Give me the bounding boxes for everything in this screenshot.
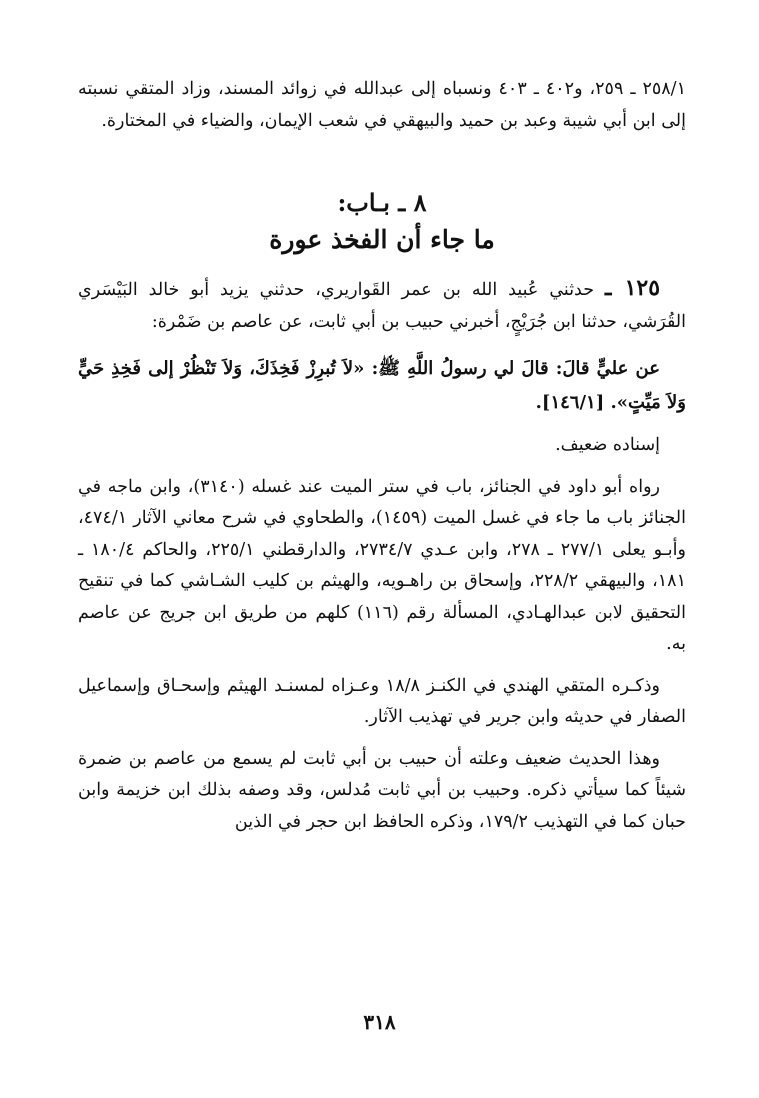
hadith-matn: «لاَ تُبرِزْ فَخِذَكَ، وَلاَ تَنْظُرْ إلى فَخِذِ حَيٍّ وَلاَ مَيِّتٍ». — [78, 358, 686, 413]
commentary-paragraph-3: وهذا الحديث ضعيف وعلته أن حبيب بن أبي ثابت لم يسمع من عاصم بن ضمرة شيئاً كما سيأتي ذكره. وحبيب بن أبي ثابت مُدلس، وقد وصفه بذلك ابن خزيمة وابن حبان كما في التهذيب ١٧٩/٢، وذكره الحافظ ابن حجر في الذين — [78, 748, 686, 832]
hadith-matn-intro: عن عليٍّ قالَ: قالَ لي رسولُ اللَّهِ ﷺ: — [371, 358, 660, 379]
commentary-paragraph-1: رواه أبو داود في الجنائز، باب في ستر الميت عند غسله (٣١٤٠)، وابن ماجه في الجنائز باب ما جاء في غسل الميت (١٤٥٩)، والطحاوي في شرح معاني الآثار ٤٧٤/١، وأبـو يعلى ٢٧٧/١ ـ ٢٧٨، وابن عـدي ٢٧٣٤/٧، والدارقطني ٢٢٥/١، والحاكم ١٨٠/٤ ـ ١٨١، والبيهقي ٢٢٨/٢، وإسحاق بن راهـويه، والهيثم بن كليب الشـاشي كما في تنقيح التحقيق لابن عبدالهـادي، المسألة رقم (١١٦) كلهم من طريق ابن جريج عن عاصم به. — [78, 476, 686, 654]
hadith-reference: [١٤٦/١]. — [535, 392, 605, 413]
chapter-title: ما جاء أن الفخذ عورة — [269, 225, 495, 254]
hadith-number: ١٢٥ ـ — [605, 275, 661, 301]
page-number: ٣١٨ — [363, 1010, 396, 1034]
chapter-heading — [78, 185, 686, 259]
hadith-isnad: حدثني عُبيد الله بن عمر القَواريري، حدثني يزيد أبو خالد البَيْسَري القُرَشي، حدثنا ابن جُرَيْجٍ، أخبرني حبيب بن أبي ثابت، عن عاصم بن ضَمْرة: — [78, 280, 686, 332]
grading: إسناده ضعيف. — [555, 435, 660, 455]
hadith-isnad-paragraph — [78, 273, 686, 338]
commentary-paragraph-2: وذكـره المتقي الهندي في الكنـز ١٨/٨ وعـزاه لمسنـد الهيثم وإسحـاق وإسماعيل الصفار في حديثه وابن جرير في تهذيب الآثار. — [78, 675, 686, 727]
page-body — [78, 74, 686, 838]
hadith-matn-paragraph — [78, 352, 686, 420]
chapter-number: ٨ ـ بـاب: — [337, 188, 427, 217]
top-reference-paragraph: ٢٥٨/١ ـ ٢٥٩، و٤٠٢ ـ ٤٠٣ ونسباه إلى عبدالله في زوائد المسند، وزاد المتقي نسبته إلى ابن أبي شيبة وعبد بن حميد والبيهقي في شعب الإيمان، والضياء في المختارة. — [78, 79, 686, 131]
